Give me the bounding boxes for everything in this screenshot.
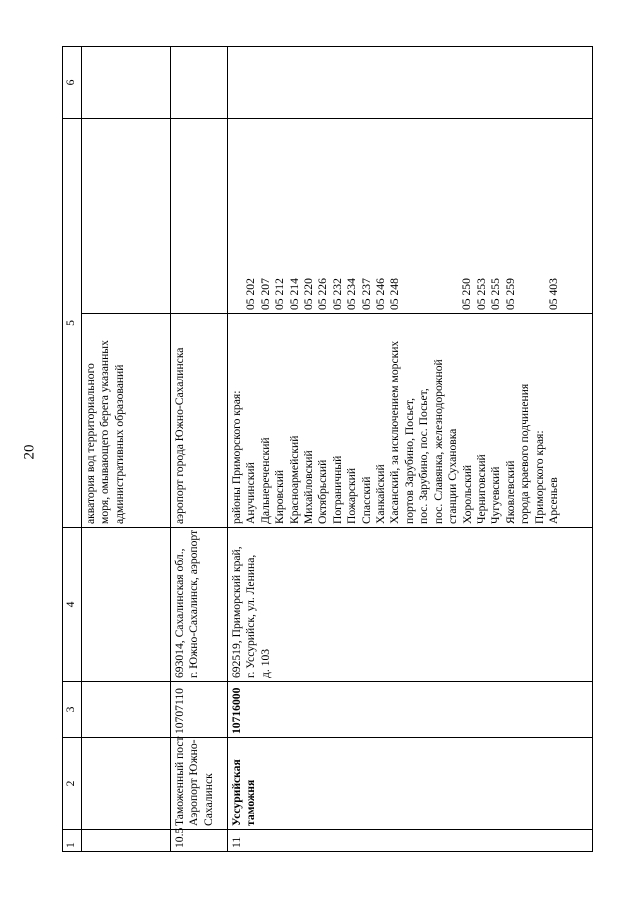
cell-note xyxy=(82,46,171,118)
document-sheet xyxy=(62,47,622,852)
cell-no: 10.5 xyxy=(171,830,228,852)
table-row xyxy=(82,46,171,851)
cell-codes xyxy=(82,118,171,313)
cell-code: 10707110 xyxy=(171,682,228,738)
cell-region: районы Приморского края: Анучинский Дальнереченский Кировский Красноармейский Михайловский Октябрьский Пограничный Пожарский Спасский Ханкайский Хасанский, за исключением морских портов Зарубино, Посьет, пос. Зарубино, пос. Посьет, пос. Славянка, железнодорожной станции Сухановка Хорольский Черниговский Чугуевский Яковлевский города краевого подчинения Приморского края: Арсеньев xyxy=(228,314,593,528)
cell-codes xyxy=(171,118,228,313)
cell-note xyxy=(228,46,593,118)
cell-no xyxy=(82,830,171,852)
header-row xyxy=(63,46,82,851)
table-row xyxy=(171,46,228,851)
cell-name: Уссурийская таможня xyxy=(228,738,593,830)
header-col-3: 3 xyxy=(63,682,82,738)
cell-region: акватория вод территориального моря, омывающего берега указанных административных образований xyxy=(82,314,171,528)
header-col-6: 6 xyxy=(63,46,82,118)
page-number: 20 xyxy=(21,444,38,460)
cell-note xyxy=(171,46,228,118)
table-row xyxy=(228,46,593,851)
cell-address: 692519, Приморский край, г. Уссурийск, ул. Ленина, д. 103 xyxy=(228,528,593,682)
cell-codes: 05 202 05 207 05 212 05 214 05 220 05 226 05 232 05 234 05 237 05 246 05 248 05 250 05 253 05 255 05 259 05 403 xyxy=(228,118,593,313)
header-col-2: 2 xyxy=(63,738,82,830)
cell-region: аэропорт города Южно-Сахалинска xyxy=(171,314,228,528)
cell-code xyxy=(82,682,171,738)
cell-name: Таможенный пост Аэропорт Южно- Сахалинск xyxy=(171,738,228,830)
cell-address: 693014, Сахалинская обл., г. Южно-Сахалинск, аэропорт xyxy=(171,528,228,682)
header-col-5: 5 xyxy=(63,118,82,527)
customs-table xyxy=(62,46,593,852)
cell-no: 11 xyxy=(228,830,593,852)
header-col-1: 1 xyxy=(63,830,82,852)
cell-address xyxy=(82,528,171,682)
cell-code: 10716000 xyxy=(228,682,593,738)
header-col-4: 4 xyxy=(63,528,82,682)
cell-name xyxy=(82,738,171,830)
